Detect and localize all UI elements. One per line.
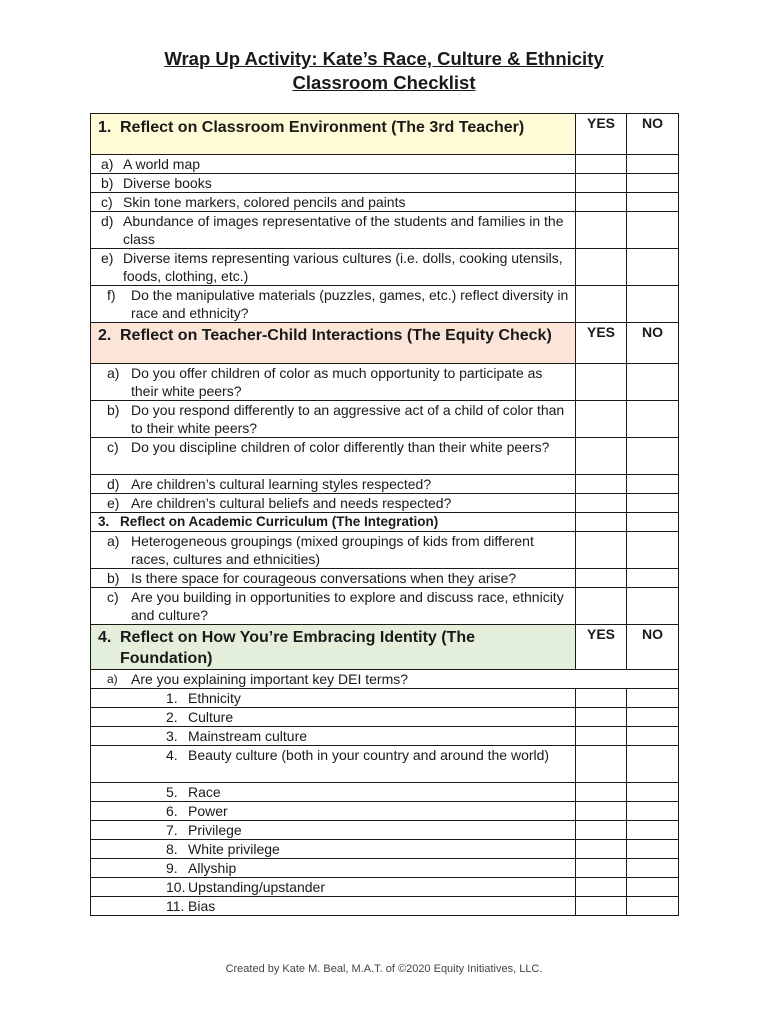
yes-checkbox-cell[interactable]	[576, 588, 627, 625]
no-column-header: NO	[627, 114, 679, 155]
term-row	[91, 802, 679, 821]
no-checkbox-cell[interactable]	[627, 364, 679, 401]
item-marker: e)	[107, 495, 120, 511]
item-marker: d)	[107, 476, 120, 492]
no-checkbox-cell[interactable]	[627, 689, 679, 708]
yes-checkbox-cell[interactable]	[576, 286, 627, 323]
no-checkbox-cell[interactable]	[627, 212, 679, 249]
item-text: Do you offer children of color as much opportunity to participate as their white peers?	[131, 365, 543, 399]
term-row	[91, 840, 679, 859]
no-checkbox-cell[interactable]	[627, 783, 679, 802]
term-number: 2.	[166, 709, 178, 725]
section-number: 1.	[98, 119, 112, 136]
item-marker: b)	[107, 402, 120, 418]
no-checkbox-cell[interactable]	[627, 727, 679, 746]
checklist-row	[91, 193, 679, 212]
section-number: 4.	[98, 629, 112, 646]
no-column-header: NO	[627, 625, 679, 670]
item-marker: f)	[107, 287, 116, 303]
checklist-row	[91, 588, 679, 625]
title-line-1: Wrap Up Activity: Kate’s Race, Culture & Ethnicity	[164, 48, 604, 69]
term-text: Privilege	[188, 822, 242, 838]
document-title	[0, 47, 768, 95]
no-checkbox-cell[interactable]	[627, 401, 679, 438]
no-checkbox-cell[interactable]	[627, 249, 679, 286]
yes-checkbox-cell[interactable]	[576, 364, 627, 401]
section-heading: Reflect on Teacher-Child Interactions (The Equity Check)	[120, 327, 552, 344]
term-number: 3.	[166, 728, 178, 744]
yes-checkbox-cell[interactable]	[576, 859, 627, 878]
yes-checkbox-cell[interactable]	[576, 174, 627, 193]
term-text: Power	[188, 803, 228, 819]
yes-column-header: YES	[576, 323, 627, 364]
section-number: 3.	[98, 514, 110, 529]
item-text: Abundance of images representative of the students and families in the class	[123, 213, 564, 247]
checklist-row	[91, 532, 679, 569]
no-checkbox-cell[interactable]	[627, 878, 679, 897]
yes-checkbox-cell[interactable]	[576, 821, 627, 840]
term-row	[91, 859, 679, 878]
no-checkbox-cell[interactable]	[627, 708, 679, 727]
checklist-row	[91, 155, 679, 174]
checklist-row	[91, 475, 679, 494]
checklist-row	[91, 494, 679, 513]
checklist-row	[91, 212, 679, 249]
item-text: Heterogeneous groupings (mixed groupings of kids from different races, cultures and ethnicities)	[131, 533, 534, 567]
item-text: Diverse books	[123, 175, 212, 191]
item-text: Are you building in opportunities to explore and discuss race, ethnicity and culture?	[131, 589, 564, 623]
yes-checkbox-cell[interactable]	[576, 475, 627, 494]
yes-checkbox-cell[interactable]	[576, 878, 627, 897]
item-marker: e)	[101, 250, 114, 266]
term-number: 9.	[166, 860, 178, 876]
term-text: Ethnicity	[188, 690, 241, 706]
term-text: Mainstream culture	[188, 728, 308, 744]
yes-checkbox-cell[interactable]	[576, 689, 627, 708]
yes-checkbox-cell[interactable]	[576, 746, 627, 783]
term-text: Bias	[188, 898, 216, 914]
no-checkbox-cell[interactable]	[627, 193, 679, 212]
yes-checkbox-cell[interactable]	[576, 249, 627, 286]
section-number: 2.	[98, 327, 112, 344]
no-column-header: NO	[627, 323, 679, 364]
section-heading: Reflect on Academic Curriculum (The Integration)	[120, 514, 439, 529]
no-checkbox-cell[interactable]	[627, 897, 679, 916]
no-checkbox-cell[interactable]	[627, 802, 679, 821]
section-heading: Reflect on How You’re Embracing Identity (The Foundation)	[120, 629, 476, 667]
term-number: 10.	[166, 879, 186, 895]
item-text: Do you discipline children of color differently than their white peers?	[131, 439, 550, 455]
item-marker: d)	[101, 213, 114, 229]
checklist-row	[91, 401, 679, 438]
yes-column-header: YES	[576, 114, 627, 155]
no-checkbox-cell[interactable]	[627, 821, 679, 840]
section-heading: Reflect on Classroom Environment (The 3rd Teacher)	[120, 119, 525, 136]
no-checkbox-cell[interactable]	[627, 155, 679, 174]
yes-checkbox-cell[interactable]	[576, 212, 627, 249]
term-number: 11.	[166, 898, 185, 914]
no-checkbox-cell[interactable]	[627, 513, 679, 532]
no-checkbox-cell[interactable]	[627, 286, 679, 323]
checklist-row	[91, 569, 679, 588]
term-text: Upstanding/upstander	[188, 879, 325, 895]
item-text: Skin tone markers, colored pencils and paints	[123, 194, 406, 210]
yes-checkbox-cell[interactable]	[576, 438, 627, 475]
term-number: 7.	[166, 822, 178, 838]
no-checkbox-cell[interactable]	[627, 859, 679, 878]
yes-checkbox-cell[interactable]	[576, 532, 627, 569]
checklist-row	[91, 249, 679, 286]
term-row	[91, 746, 679, 783]
item-marker: b)	[101, 175, 114, 191]
item-text: A world map	[123, 156, 201, 172]
yes-checkbox-cell[interactable]	[576, 513, 627, 532]
checklist-row	[91, 364, 679, 401]
term-row	[91, 689, 679, 708]
term-row	[91, 821, 679, 840]
term-row	[91, 897, 679, 916]
yes-checkbox-cell[interactable]	[576, 840, 627, 859]
term-text: White privilege	[188, 841, 280, 857]
yes-checkbox-cell[interactable]	[576, 783, 627, 802]
item-text: Do you respond differently to an aggressive act of a child of color than to their white peers?	[131, 402, 565, 436]
no-checkbox-cell[interactable]	[627, 840, 679, 859]
term-text: Allyship	[188, 860, 237, 876]
no-checkbox-cell[interactable]	[627, 475, 679, 494]
footer-credit: Created by Kate M. Beal, M.A.T. of ©2020 Equity Initiatives, LLC.	[225, 963, 543, 975]
term-number: 4.	[166, 747, 178, 763]
term-number: 6.	[166, 803, 178, 819]
item-marker: c)	[107, 439, 119, 455]
no-checkbox-cell[interactable]	[627, 746, 679, 783]
yes-checkbox-cell[interactable]	[576, 802, 627, 821]
item-text: Are children’s cultural learning styles respected?	[131, 476, 432, 492]
term-text: Culture	[188, 709, 234, 725]
item-marker: c)	[101, 194, 113, 210]
term-row	[91, 708, 679, 727]
yes-checkbox-cell[interactable]	[576, 897, 627, 916]
term-number: 5.	[166, 784, 178, 800]
term-text: Beauty culture (both in your country and around the world)	[188, 747, 550, 763]
item-text: Diverse items representing various cultures (i.e. dolls, cooking utensils, foods, clothing, etc.)	[123, 250, 563, 284]
term-number: 8.	[166, 841, 178, 857]
item-marker: a)	[107, 533, 120, 549]
checklist-table	[90, 113, 679, 916]
item-marker: b)	[107, 570, 120, 586]
checklist-row	[91, 670, 679, 689]
section-2-header	[91, 323, 679, 364]
item-marker: c)	[107, 589, 119, 605]
section-4-header	[91, 625, 679, 670]
no-checkbox-cell[interactable]	[627, 532, 679, 569]
no-checkbox-cell[interactable]	[627, 174, 679, 193]
term-row	[91, 878, 679, 897]
item-marker: a)	[107, 672, 118, 686]
item-text: Is there space for courageous conversations when they arise?	[131, 570, 517, 586]
term-row	[91, 727, 679, 746]
no-checkbox-cell[interactable]	[627, 588, 679, 625]
yes-checkbox-cell[interactable]	[576, 155, 627, 174]
item-text: Are children’s cultural beliefs and needs respected?	[131, 495, 452, 511]
section-3-header	[91, 513, 679, 532]
no-checkbox-cell[interactable]	[627, 438, 679, 475]
no-checkbox-cell[interactable]	[627, 569, 679, 588]
item-marker: a)	[107, 365, 120, 381]
checklist-row	[91, 174, 679, 193]
no-checkbox-cell[interactable]	[627, 494, 679, 513]
yes-checkbox-cell[interactable]	[576, 708, 627, 727]
yes-checkbox-cell[interactable]	[576, 727, 627, 746]
yes-checkbox-cell[interactable]	[576, 494, 627, 513]
yes-checkbox-cell[interactable]	[576, 193, 627, 212]
yes-column-header: YES	[576, 625, 627, 670]
yes-checkbox-cell[interactable]	[576, 401, 627, 438]
term-text: Race	[188, 784, 221, 800]
item-text: Are you explaining important key DEI terms?	[131, 671, 409, 687]
term-row	[91, 783, 679, 802]
section-1-header	[91, 114, 679, 155]
term-number: 1.	[166, 690, 178, 706]
checklist-row	[91, 438, 679, 475]
item-marker: a)	[101, 156, 114, 172]
item-text: Do the manipulative materials (puzzles, games, etc.) reflect diversity in race and ethnicity?	[131, 287, 569, 321]
title-line-2: Classroom Checklist	[292, 72, 476, 93]
checklist-row	[91, 286, 679, 323]
yes-checkbox-cell[interactable]	[576, 569, 627, 588]
